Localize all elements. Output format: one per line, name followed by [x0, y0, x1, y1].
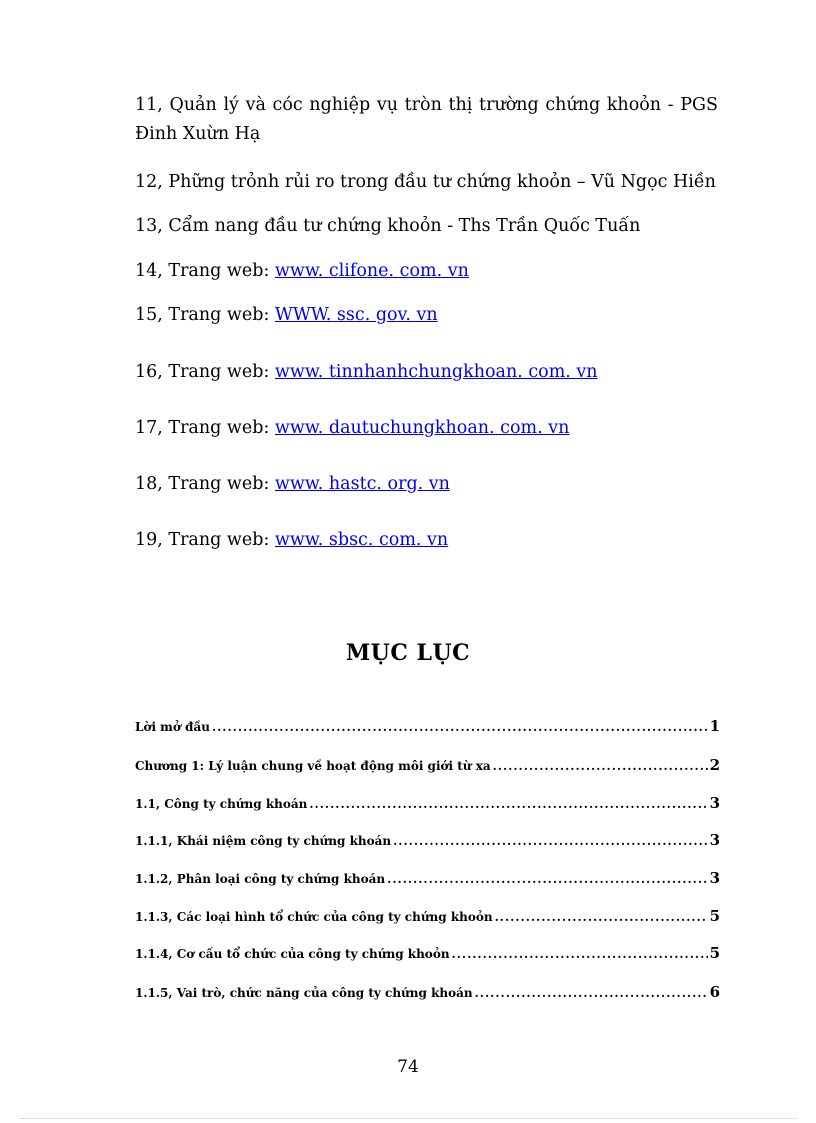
toc-leader-dots	[495, 910, 708, 924]
toc-leader-dots	[387, 872, 707, 886]
page-bottom-divider	[20, 1118, 796, 1119]
toc-entry[interactable]	[135, 794, 720, 812]
toc-leader-dots	[493, 759, 708, 773]
toc-entry[interactable]	[135, 983, 720, 1001]
toc-entry[interactable]	[135, 756, 720, 774]
reference-12: 12, Phững trỏnh rủi ro trong đầu tư chứng khoỏn – Vũ Ngọc Hiền	[135, 172, 716, 192]
link-ssc[interactable]: WWW. ssc. gov. vn	[274, 305, 438, 325]
page-number: 74	[397, 1057, 419, 1077]
toc-entry-label: 1.1.5, Vai trò, chức năng của công ty chứng khoán	[135, 986, 473, 1000]
reference-17	[135, 414, 569, 442]
toc-entry-label: 1.1.1, Khái niệm công ty chứng khoán	[135, 834, 392, 848]
reference-19-prefix: 19, Trang web:	[135, 530, 275, 550]
toc-entry-label: 1.1.4, Cơ cấu tổ chức của công ty chứng khoỏn	[135, 947, 450, 961]
toc-entry[interactable]	[135, 717, 720, 735]
toc-leader-dots	[212, 720, 708, 734]
link-tinnhanhchungkhoan[interactable]: www. tinnhanhchungkhoan. com. vn	[274, 362, 598, 382]
link-sbsc[interactable]: www. sbsc. com. vn	[274, 530, 449, 550]
toc-entry[interactable]	[135, 831, 720, 849]
toc-entry-page: 2	[709, 756, 720, 774]
reference-17-prefix: 17, Trang web:	[135, 418, 275, 438]
toc-entry-label: 1.1.3, Các loại hình tổ chức của công ty chứng khoỏn	[135, 910, 493, 924]
reference-14	[135, 257, 469, 285]
toc-entry-page: 3	[709, 831, 720, 849]
toc-entry-page: 5	[709, 944, 720, 962]
toc-title: MỤC LỤC	[345, 640, 471, 666]
link-clifone[interactable]: www. clifone. com. vn	[274, 261, 469, 281]
toc-entry-page: 3	[709, 869, 720, 887]
toc-entry[interactable]	[135, 869, 720, 887]
toc-leader-dots	[309, 797, 707, 811]
toc-entry[interactable]	[135, 907, 720, 925]
toc-leader-dots	[475, 986, 708, 1000]
link-hastc[interactable]: www. hastc. org. vn	[274, 474, 450, 494]
toc-entry[interactable]	[135, 944, 720, 962]
reference-14-prefix: 14, Trang web:	[135, 261, 275, 281]
reference-15	[135, 301, 438, 329]
toc-entry-page: 6	[709, 983, 720, 1001]
reference-16-prefix: 16, Trang web:	[135, 362, 275, 382]
reference-16	[135, 358, 598, 386]
toc-entry-label: 1.1.2, Phân loại công ty chứng khoán	[135, 872, 386, 886]
reference-18-prefix: 18, Trang web:	[135, 474, 275, 494]
toc-entry-page: 3	[709, 794, 720, 812]
link-dautuchungkhoan[interactable]: www. dautuchungkhoan. com. vn	[274, 418, 570, 438]
toc-entry-page: 1	[709, 717, 720, 735]
toc-leader-dots	[452, 947, 708, 961]
toc-leader-dots	[393, 834, 707, 848]
toc-entry-label: Chương 1: Lý luận chung về hoạt động môi giới từ xa	[135, 759, 491, 773]
reference-13: 13, Cẩm nang đầu tư chứng khoỏn - Ths Trần Quốc Tuấn	[135, 216, 641, 236]
toc-entry-label: Lời mở đầu	[135, 720, 210, 734]
toc-entry-label: 1.1, Công ty chứng khoán	[135, 797, 308, 811]
reference-11: 11, Quản lý và cóc nghiệp vụ tròn thị trường chứng khoỏn - PGS Đinh Xuừn Hạ	[135, 95, 718, 144]
reference-19	[135, 526, 448, 554]
reference-18	[135, 470, 450, 498]
reference-15-prefix: 15, Trang web:	[135, 305, 275, 325]
toc-entry-page: 5	[709, 907, 720, 925]
